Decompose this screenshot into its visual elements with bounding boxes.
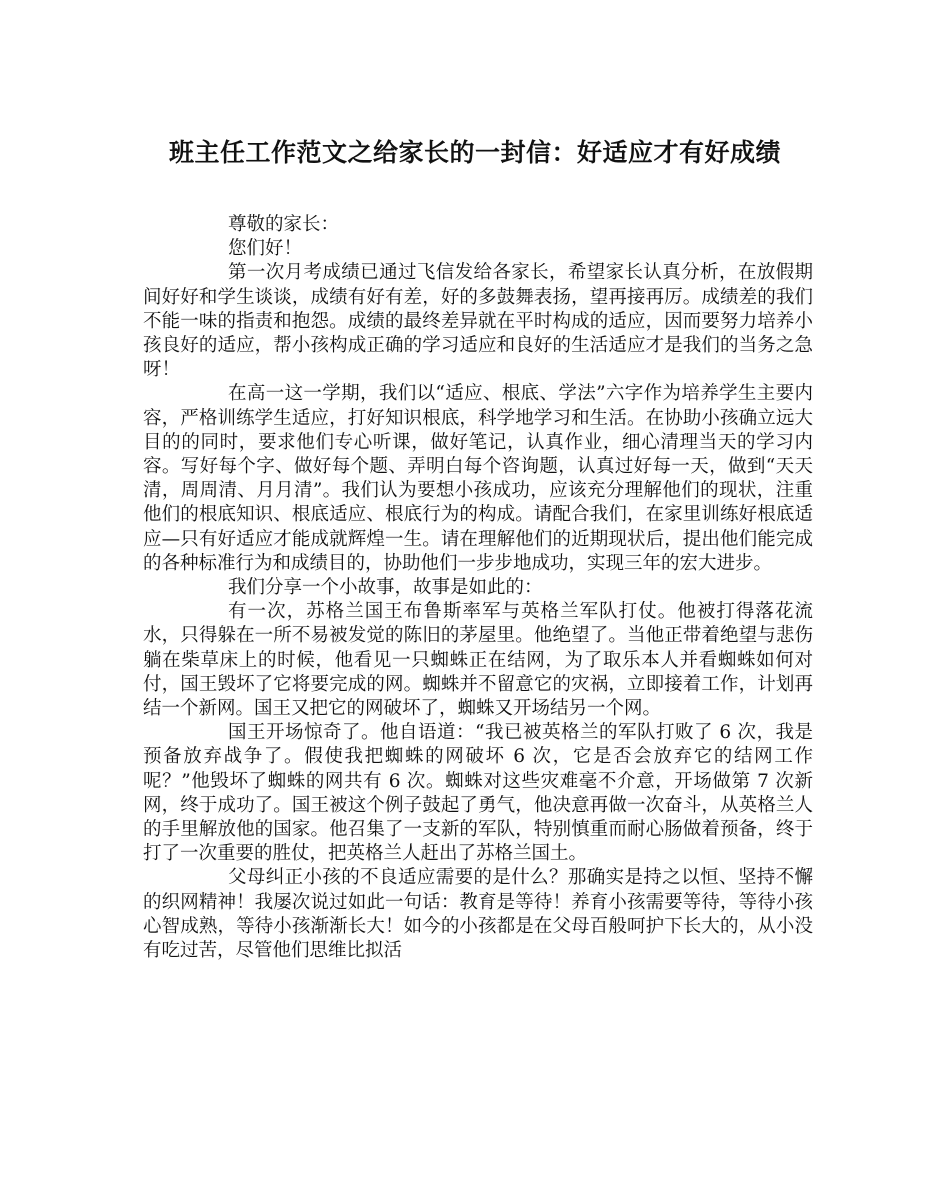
paragraph: 在高一这一学期，我们以“适应、根底、学法”六字作为培养学生主要内容，严格训练学生适应，打好知识根底，科学地学习和生活。在协助小孩确立远大目的的同时，要求他们专心听课，做好笔记，认真作业，细心清理当天的学习内容。写好每个字、做好每个题、弄明白每个咨询题，认真过好每一天，做到“天天清，周周清、月月清”。我们认为要想小孩成功，应该充分理解他们的现状，注重他们的根底知识、根底适应、根底行为的构成。请配合我们，在家里训练好根底适应—只有好适应才能成就辉煌一生。请在理解他们的近期现状后，提出他们能完成的各种标准行为和成绩目的，协助他们一步步地成功，实现三年的宏大进步。 [143, 383, 813, 574]
paragraph: 第一次月考成绩已通过飞信发给各家长，希望家长认真分析，在放假期间好好和学生谈谈，成绩有好有差，好的多鼓舞表扬，望再接再厉。成绩差的我们不能一味的指责和抱怨。成绩的最终差异就在平时构成的适应，因而要努力培养小孩良好的适应，帮小孩构成正确的学习适应和良好的生活适应才是我们的当务之急呀！ [143, 262, 813, 381]
salutation: 尊敬的家长： [228, 214, 340, 235]
letter-body [143, 213, 813, 963]
paragraph: 我们分享一个小故事，故事是如此的： [228, 577, 543, 599]
paragraph: 父母纠正小孩的不良适应需要的是什么？那确实是持之以恒、坚持不懈的织网精神！我屡次说过如此一句话：教育是等待！养育小孩需要等待，等待小孩心智成熟，等待小孩渐渐长大！如今的小孩都是在父母百般呵护下长大的，从小没有吃过苦，尽管他们思维比拟活 [143, 867, 813, 962]
paragraph: 有一次，苏格兰国王布鲁斯率军与英格兰军队打仗。他被打得落花流水，只得躲在一所不易被发觉的陈旧的茅屋里。他绝望了。当他正带着绝望与悲伤躺在柴草床上的时候，他看见一只蜘蛛正在结网，为了取乐本人并看蜘蛛如何对付，国王毁坏了它将要完成的网。蜘蛛并不留意它的灾祸，立即接着工作，计划再结一个新网。国王又把它的网破坏了，蜘蛛又开场结另一个网。 [143, 601, 813, 720]
greeting: 您们好！ [228, 238, 303, 260]
paragraph: 国王开场惊奇了。他自语道：“我已被英格兰的军队打败了 6 次，我是预备放弃战争了。假使我把蜘蛛的网破坏 6 次，它是否会放弃它的结网工作呢？”他毁坏了蜘蛛的网共有 6 次。蜘蛛对这些灾难毫不介意，开场做第 7 次新网，终于成功了。国王被这个例子鼓起了勇气，他决意再做一次奋斗，从英格兰人的手里解放他的国家。他召集了一支新的军队，特别慎重而耐心肠做着预备，终于打了一次重要的胜仗，把英格兰人赶出了苏格兰国土。 [143, 722, 813, 865]
document-title: 班主任工作范文之给家长的一封信：好适应才有好成绩 [168, 138, 781, 167]
